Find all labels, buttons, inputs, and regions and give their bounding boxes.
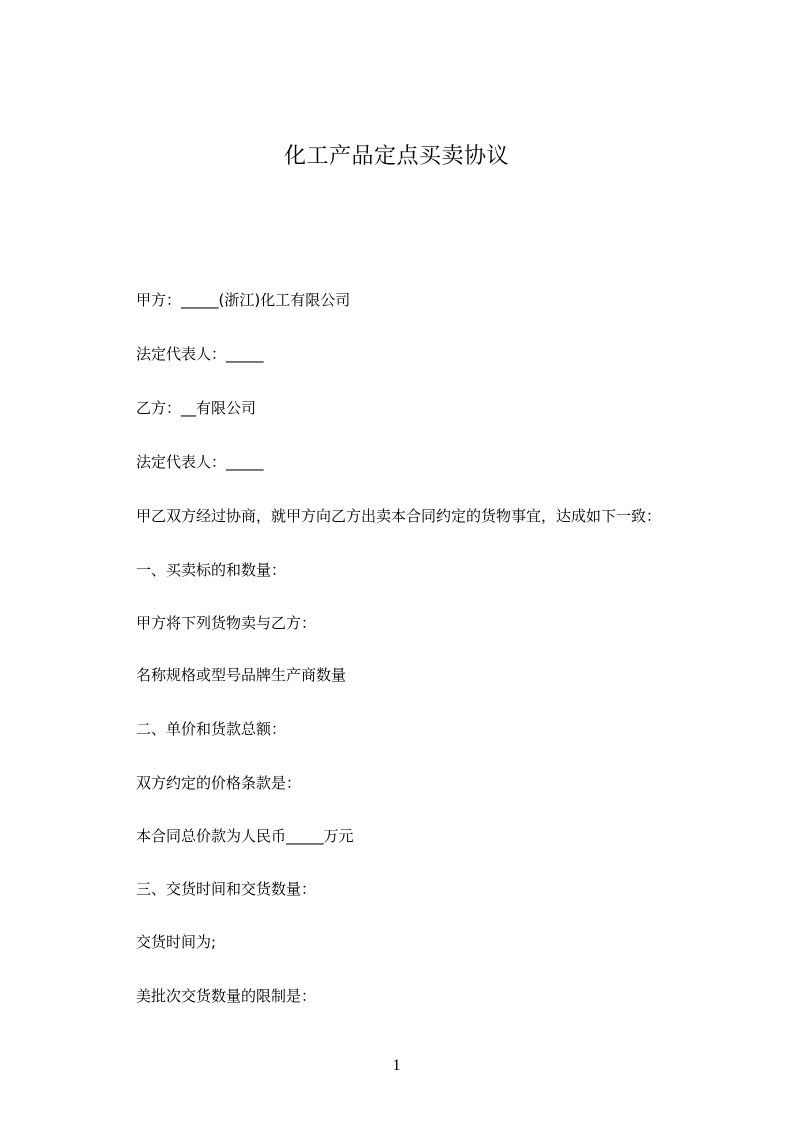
party-a-representative-line: 法定代表人：_____ (136, 345, 264, 363)
section-heading-2: 二、单价和货款总额： (136, 720, 287, 738)
page-number: 1 (392, 1057, 401, 1074)
party-b-representative-line: 法定代表人：_____ (136, 453, 264, 471)
paragraph-price-terms: 双方约定的价格条款是： (136, 774, 302, 792)
paragraph-delivery-time: 交货时间为; (136, 933, 217, 951)
party-b-line: 乙方：__有限公司 (136, 399, 257, 417)
paragraph-goods-intro: 甲方将下列货物卖与乙方： (136, 614, 317, 632)
section-heading-3: 三、交货时间和交货数量： (136, 880, 317, 898)
page-title: 化工产品定点买卖协议 (283, 144, 509, 169)
preamble-paragraph: 甲乙双方经过协商，就甲方向乙方出卖本合同约定的货物事宜，达成如下一致： (136, 507, 662, 525)
goods-table-header: 名称规格或型号品牌生产商数量 (136, 666, 347, 684)
party-a-line: 甲方：_____(浙江)化工有限公司 (136, 291, 351, 309)
section-heading-1: 一、买卖标的和数量： (136, 561, 287, 579)
paragraph-delivery-quantity: 美批次交货数量的限制是： (136, 987, 317, 1005)
paragraph-total-price: 本合同总价款为人民币_____万元 (136, 827, 354, 845)
